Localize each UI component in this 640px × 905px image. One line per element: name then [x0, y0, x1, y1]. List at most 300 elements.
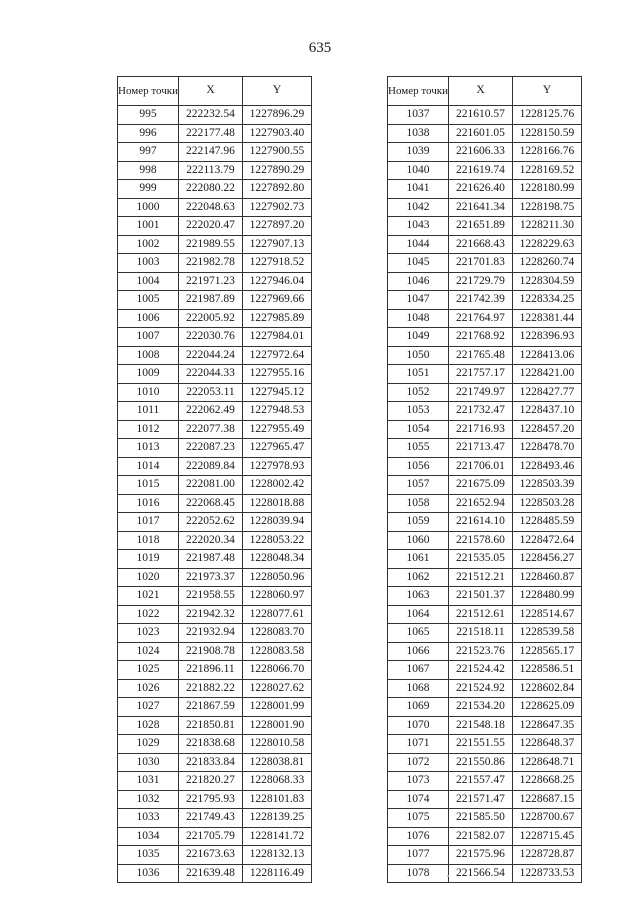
cell-point-number: 1044 — [388, 235, 449, 254]
cell-point-number: 1059 — [388, 513, 449, 532]
cell-point-number: 1024 — [118, 642, 179, 661]
table-row — [118, 568, 312, 587]
cell-point-number: 995 — [118, 106, 179, 125]
table-row — [388, 568, 582, 587]
cell-point-number: 1042 — [388, 198, 449, 217]
table-row — [118, 679, 312, 698]
cell-y: 1228625.09 — [512, 698, 581, 717]
cell-y: 1227945.12 — [242, 383, 311, 402]
cell-x: 221850.81 — [178, 716, 242, 735]
cell-y: 1228472.64 — [512, 531, 581, 550]
cell-point-number: 1008 — [118, 346, 179, 365]
scan-speck — [447, 875, 449, 877]
cell-x: 221639.48 — [178, 864, 242, 883]
cell-y: 1228166.76 — [512, 143, 581, 162]
cell-y: 1227955.16 — [242, 365, 311, 384]
cell-y: 1228001.90 — [242, 716, 311, 735]
cell-y: 1228586.51 — [512, 661, 581, 680]
cell-point-number: 1049 — [388, 328, 449, 347]
cell-point-number: 1056 — [388, 457, 449, 476]
table-row — [388, 217, 582, 236]
cell-point-number: 1046 — [388, 272, 449, 291]
table-row — [118, 346, 312, 365]
table-row — [118, 439, 312, 458]
cell-point-number: 1067 — [388, 661, 449, 680]
table-row — [388, 716, 582, 735]
table-row — [388, 439, 582, 458]
cell-y: 1228687.15 — [512, 790, 581, 809]
cell-point-number: 1030 — [118, 753, 179, 772]
cell-x: 221749.97 — [448, 383, 512, 402]
cell-point-number: 1026 — [118, 679, 179, 698]
cell-x: 221882.22 — [178, 679, 242, 698]
cell-point-number: 1034 — [118, 827, 179, 846]
table-row — [118, 661, 312, 680]
cell-y: 1228198.75 — [512, 198, 581, 217]
cell-x: 221606.33 — [448, 143, 512, 162]
cell-x: 221551.55 — [448, 735, 512, 754]
cell-y: 1228478.70 — [512, 439, 581, 458]
cell-x: 221989.55 — [178, 235, 242, 254]
cell-x: 222081.00 — [178, 476, 242, 495]
cell-y: 1228018.88 — [242, 494, 311, 513]
coordinates-table-left — [117, 76, 312, 883]
cell-y: 1228083.58 — [242, 642, 311, 661]
cell-y: 1228715.45 — [512, 827, 581, 846]
cell-x: 221534.20 — [448, 698, 512, 717]
cell-point-number: 996 — [118, 124, 179, 143]
cell-x: 221908.78 — [178, 642, 242, 661]
cell-x: 221524.92 — [448, 679, 512, 698]
cell-point-number: 1028 — [118, 716, 179, 735]
cell-x: 221575.96 — [448, 846, 512, 865]
table-row — [388, 605, 582, 624]
cell-point-number: 1018 — [118, 531, 179, 550]
cell-x: 221820.27 — [178, 772, 242, 791]
table-row — [388, 235, 582, 254]
cell-x: 221673.63 — [178, 846, 242, 865]
table-row — [118, 550, 312, 569]
cell-x: 221557.47 — [448, 772, 512, 791]
cell-y: 1228733.53 — [512, 864, 581, 883]
table-row — [388, 254, 582, 273]
cell-point-number: 1037 — [388, 106, 449, 125]
cell-point-number: 1027 — [118, 698, 179, 717]
cell-x: 221958.55 — [178, 587, 242, 606]
cell-x: 222048.63 — [178, 198, 242, 217]
table-row — [388, 679, 582, 698]
cell-point-number: 1011 — [118, 402, 179, 421]
table-row — [388, 513, 582, 532]
cell-y: 1227946.04 — [242, 272, 311, 291]
cell-x: 221585.50 — [448, 809, 512, 828]
table-row — [118, 531, 312, 550]
cell-y: 1228514.67 — [512, 605, 581, 624]
table-row — [118, 124, 312, 143]
table-row — [118, 587, 312, 606]
cell-point-number: 1019 — [118, 550, 179, 569]
cell-y: 1227965.47 — [242, 439, 311, 458]
table-row — [118, 254, 312, 273]
cell-point-number: 1005 — [118, 291, 179, 310]
cell-y: 1228668.25 — [512, 772, 581, 791]
cell-y: 1228260.74 — [512, 254, 581, 273]
table-row — [388, 809, 582, 828]
cell-y: 1228565.17 — [512, 642, 581, 661]
table-row — [388, 476, 582, 495]
cell-x: 221716.93 — [448, 420, 512, 439]
cell-point-number: 1071 — [388, 735, 449, 754]
cell-x: 221987.89 — [178, 291, 242, 310]
table-row — [388, 198, 582, 217]
cell-point-number: 1007 — [118, 328, 179, 347]
cell-y: 1228010.58 — [242, 735, 311, 754]
cell-point-number: 1074 — [388, 790, 449, 809]
table-row — [388, 550, 582, 569]
cell-point-number: 1022 — [118, 605, 179, 624]
cell-x: 221652.94 — [448, 494, 512, 513]
table-row — [388, 772, 582, 791]
cell-y: 1228053.22 — [242, 531, 311, 550]
cell-x: 222113.79 — [178, 161, 242, 180]
table-row — [388, 735, 582, 754]
table-row — [388, 420, 582, 439]
cell-y: 1228427.77 — [512, 383, 581, 402]
cell-point-number: 1003 — [118, 254, 179, 273]
cell-point-number: 1069 — [388, 698, 449, 717]
table-row — [118, 494, 312, 513]
cell-point-number: 1001 — [118, 217, 179, 236]
cell-x: 221651.89 — [448, 217, 512, 236]
table-row — [118, 272, 312, 291]
table-row — [388, 124, 582, 143]
table-row — [118, 383, 312, 402]
cell-y: 1228396.93 — [512, 328, 581, 347]
cell-x: 222147.96 — [178, 143, 242, 162]
cell-point-number: 1062 — [388, 568, 449, 587]
cell-y: 1228503.28 — [512, 494, 581, 513]
table-row — [388, 365, 582, 384]
cell-point-number: 1009 — [118, 365, 179, 384]
cell-y: 1228038.81 — [242, 753, 311, 772]
cell-point-number: 1020 — [118, 568, 179, 587]
table-row — [388, 383, 582, 402]
cell-point-number: 1041 — [388, 180, 449, 199]
cell-point-number: 1017 — [118, 513, 179, 532]
cell-y: 1228101.83 — [242, 790, 311, 809]
cell-point-number: 1054 — [388, 420, 449, 439]
cell-y: 1228132.13 — [242, 846, 311, 865]
cell-x: 221512.21 — [448, 568, 512, 587]
table-row — [118, 328, 312, 347]
cell-y: 1227903.40 — [242, 124, 311, 143]
table-row — [118, 457, 312, 476]
cell-y: 1228068.33 — [242, 772, 311, 791]
cell-y: 1228728.87 — [512, 846, 581, 865]
cell-point-number: 1035 — [118, 846, 179, 865]
table-row — [118, 309, 312, 328]
cell-point-number: 1029 — [118, 735, 179, 754]
cell-x: 222020.47 — [178, 217, 242, 236]
cell-point-number: 1032 — [118, 790, 179, 809]
cell-x: 221571.47 — [448, 790, 512, 809]
table-row — [388, 753, 582, 772]
cell-y: 1228039.94 — [242, 513, 311, 532]
cell-point-number: 1004 — [118, 272, 179, 291]
cell-x: 221982.78 — [178, 254, 242, 273]
cell-y: 1228027.62 — [242, 679, 311, 698]
cell-y: 1228083.70 — [242, 624, 311, 643]
cell-y: 1228485.59 — [512, 513, 581, 532]
table-row — [388, 827, 582, 846]
cell-x: 222087.23 — [178, 439, 242, 458]
cell-y: 1227907.13 — [242, 235, 311, 254]
cell-x: 221765.48 — [448, 346, 512, 365]
cell-y: 1228125.76 — [512, 106, 581, 125]
cell-point-number: 1051 — [388, 365, 449, 384]
cell-point-number: 1043 — [388, 217, 449, 236]
cell-y: 1228002.42 — [242, 476, 311, 495]
cell-x: 221523.76 — [448, 642, 512, 661]
cell-point-number: 1045 — [388, 254, 449, 273]
cell-point-number: 1047 — [388, 291, 449, 310]
cell-x: 221675.09 — [448, 476, 512, 495]
cell-y: 1228169.52 — [512, 161, 581, 180]
cell-point-number: 1014 — [118, 457, 179, 476]
table-row — [118, 217, 312, 236]
cell-y: 1227896.29 — [242, 106, 311, 125]
cell-x: 221987.48 — [178, 550, 242, 569]
cell-point-number: 1048 — [388, 309, 449, 328]
cell-x: 222053.11 — [178, 383, 242, 402]
cell-point-number: 1053 — [388, 402, 449, 421]
cell-y: 1228304.59 — [512, 272, 581, 291]
cell-x: 222020.34 — [178, 531, 242, 550]
cell-point-number: 1002 — [118, 235, 179, 254]
table-row — [118, 790, 312, 809]
cell-x: 221668.43 — [448, 235, 512, 254]
cell-point-number: 1066 — [388, 642, 449, 661]
cell-y: 1227890.29 — [242, 161, 311, 180]
cell-y: 1228229.63 — [512, 235, 581, 254]
cell-y: 1228050.96 — [242, 568, 311, 587]
table-row — [118, 864, 312, 883]
table-row — [118, 624, 312, 643]
cell-x: 221610.57 — [448, 106, 512, 125]
cell-x: 221768.92 — [448, 328, 512, 347]
cell-x: 221512.61 — [448, 605, 512, 624]
cell-x: 221535.05 — [448, 550, 512, 569]
table-row — [118, 735, 312, 754]
cell-point-number: 1068 — [388, 679, 449, 698]
cell-x: 221548.18 — [448, 716, 512, 735]
cell-point-number: 1052 — [388, 383, 449, 402]
cell-point-number: 1015 — [118, 476, 179, 495]
cell-x: 222052.62 — [178, 513, 242, 532]
cell-x: 221833.84 — [178, 753, 242, 772]
cell-point-number: 1050 — [388, 346, 449, 365]
cell-y: 1228460.87 — [512, 568, 581, 587]
cell-y: 1227918.52 — [242, 254, 311, 273]
cell-y: 1228700.67 — [512, 809, 581, 828]
cell-x: 221705.79 — [178, 827, 242, 846]
table-row — [118, 420, 312, 439]
cell-x: 222089.84 — [178, 457, 242, 476]
cell-y: 1228001.99 — [242, 698, 311, 717]
cell-y: 1227984.01 — [242, 328, 311, 347]
cell-x: 221795.93 — [178, 790, 242, 809]
cell-y: 1228048.34 — [242, 550, 311, 569]
table-row — [118, 846, 312, 865]
cell-point-number: 1075 — [388, 809, 449, 828]
header-point-number: Номер точки — [388, 77, 449, 106]
cell-y: 1228139.25 — [242, 809, 311, 828]
table-row — [118, 161, 312, 180]
table-row — [118, 716, 312, 735]
cell-y: 1228150.59 — [512, 124, 581, 143]
cell-point-number: 1060 — [388, 531, 449, 550]
cell-y: 1228480.99 — [512, 587, 581, 606]
table-row — [388, 642, 582, 661]
page-number: 635 — [308, 40, 332, 56]
cell-x: 221932.94 — [178, 624, 242, 643]
cell-y: 1228077.61 — [242, 605, 311, 624]
cell-x: 221867.59 — [178, 698, 242, 717]
table-row — [388, 531, 582, 550]
cell-point-number: 998 — [118, 161, 179, 180]
cell-point-number: 1065 — [388, 624, 449, 643]
table-row — [388, 587, 582, 606]
cell-y: 1228493.46 — [512, 457, 581, 476]
cell-x: 221619.74 — [448, 161, 512, 180]
table-row — [388, 106, 582, 125]
cell-y: 1228456.27 — [512, 550, 581, 569]
cell-x: 221614.10 — [448, 513, 512, 532]
cell-point-number: 1064 — [388, 605, 449, 624]
table-row — [118, 291, 312, 310]
cell-point-number: 1013 — [118, 439, 179, 458]
table-row — [388, 161, 582, 180]
table-row — [118, 402, 312, 421]
cell-x: 222232.54 — [178, 106, 242, 125]
cell-x: 221971.23 — [178, 272, 242, 291]
cell-x: 221550.86 — [448, 753, 512, 772]
cell-point-number: 1039 — [388, 143, 449, 162]
cell-y: 1228413.06 — [512, 346, 581, 365]
table-row — [118, 772, 312, 791]
cell-y: 1228647.35 — [512, 716, 581, 735]
cell-y: 1228602.84 — [512, 679, 581, 698]
cell-point-number: 1040 — [388, 161, 449, 180]
table-row — [388, 846, 582, 865]
cell-x: 221764.97 — [448, 309, 512, 328]
table-row — [118, 642, 312, 661]
table-row — [388, 624, 582, 643]
cell-point-number: 999 — [118, 180, 179, 199]
header-point-number: Номер точки — [118, 77, 179, 106]
table-row — [388, 790, 582, 809]
cell-y: 1227972.64 — [242, 346, 311, 365]
cell-y: 1228457.20 — [512, 420, 581, 439]
table-row — [118, 198, 312, 217]
cell-point-number: 1057 — [388, 476, 449, 495]
cell-y: 1227948.53 — [242, 402, 311, 421]
cell-point-number: 1006 — [118, 309, 179, 328]
cell-point-number: 1016 — [118, 494, 179, 513]
cell-x: 221973.37 — [178, 568, 242, 587]
cell-x: 221626.40 — [448, 180, 512, 199]
cell-y: 1228180.99 — [512, 180, 581, 199]
cell-point-number: 1061 — [388, 550, 449, 569]
cell-x: 221942.32 — [178, 605, 242, 624]
table-header-row — [118, 77, 312, 106]
table-row — [118, 365, 312, 384]
cell-point-number: 997 — [118, 143, 179, 162]
cell-y: 1228060.97 — [242, 587, 311, 606]
table-row — [118, 143, 312, 162]
cell-x: 221757.17 — [448, 365, 512, 384]
cell-point-number: 1076 — [388, 827, 449, 846]
cell-x: 222030.76 — [178, 328, 242, 347]
cell-x: 221601.05 — [448, 124, 512, 143]
table-row — [388, 309, 582, 328]
cell-point-number: 1058 — [388, 494, 449, 513]
cell-point-number: 1023 — [118, 624, 179, 643]
cell-x: 222062.49 — [178, 402, 242, 421]
cell-x: 221524.42 — [448, 661, 512, 680]
table-row — [118, 180, 312, 199]
cell-x: 221742.39 — [448, 291, 512, 310]
cell-x: 221501.37 — [448, 587, 512, 606]
cell-y: 1228141.72 — [242, 827, 311, 846]
table-header-row — [388, 77, 582, 106]
table-row — [118, 235, 312, 254]
cell-y: 1227892.80 — [242, 180, 311, 199]
cell-x: 221566.54 — [448, 864, 512, 883]
cell-x: 221582.07 — [448, 827, 512, 846]
cell-point-number: 1036 — [118, 864, 179, 883]
coordinates-table-right — [387, 76, 582, 883]
table-row — [388, 457, 582, 476]
cell-point-number: 1077 — [388, 846, 449, 865]
cell-point-number: 1072 — [388, 753, 449, 772]
table-row — [118, 476, 312, 495]
cell-point-number: 1025 — [118, 661, 179, 680]
cell-y: 1227900.55 — [242, 143, 311, 162]
table-row — [388, 272, 582, 291]
cell-y: 1228503.39 — [512, 476, 581, 495]
table-row — [118, 106, 312, 125]
cell-point-number: 1038 — [388, 124, 449, 143]
table-row — [388, 143, 582, 162]
cell-y: 1228211.30 — [512, 217, 581, 236]
cell-y: 1227969.66 — [242, 291, 311, 310]
cell-point-number: 1000 — [118, 198, 179, 217]
cell-x: 221701.83 — [448, 254, 512, 273]
cell-x: 222177.48 — [178, 124, 242, 143]
cell-y: 1227902.73 — [242, 198, 311, 217]
cell-y: 1228437.10 — [512, 402, 581, 421]
cell-y: 1228539.58 — [512, 624, 581, 643]
cell-x: 221641.34 — [448, 198, 512, 217]
table-row — [118, 698, 312, 717]
table-row — [118, 809, 312, 828]
cell-point-number: 1070 — [388, 716, 449, 735]
cell-point-number: 1078 — [388, 864, 449, 883]
table-row — [388, 402, 582, 421]
cell-y: 1227978.93 — [242, 457, 311, 476]
cell-x: 221518.11 — [448, 624, 512, 643]
